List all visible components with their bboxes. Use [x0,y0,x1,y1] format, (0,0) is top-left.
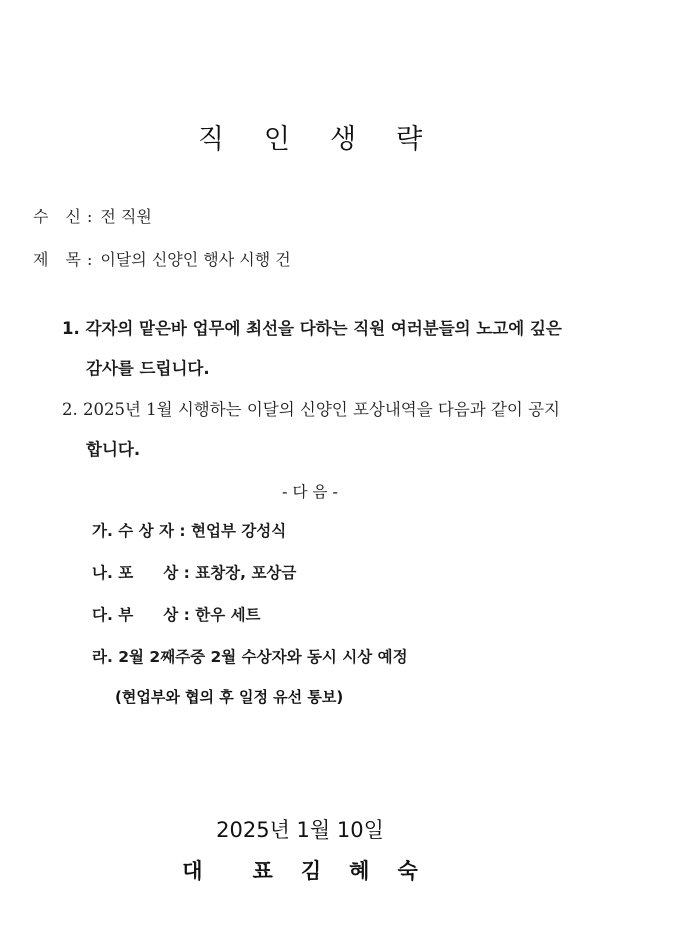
subject-label: 제 목 [33,250,81,269]
paragraph-2-line-2: 합니다. [86,440,141,459]
recipient-line [33,204,152,227]
paragraph-1-line-1: 1. 각자의 맡은바 업무에 최선을 다하는 직원 여러분들의 노고에 깊은 [62,319,562,338]
item-colon: : [183,606,190,624]
item-key: 가. 수 상 자 [92,522,174,540]
title-char: 직 [197,124,224,155]
subject-line [33,247,291,270]
item-value: 한우 세트 [195,606,261,624]
recipient-value: 전 직원 [100,207,152,226]
signer-name-char: 혜 [349,858,370,883]
signer-name-char: 김 [300,858,322,883]
item-award [92,561,296,583]
title-char: 략 [396,124,423,155]
item-schedule: 라. 2월 2째주중 2월 수상자와 동시 시상 예정 [92,648,408,666]
schedule-note: (현업부와 협의 후 일정 유선 통보) [115,688,344,706]
signer-name-char: 숙 [397,858,418,883]
item-colon: : [183,564,190,582]
item-awardee [92,519,286,541]
item-value: 현업부 강성식 [191,522,287,540]
item-key-b: 상 [163,564,179,582]
document-title [0,117,620,156]
subject-colon: : [87,250,93,269]
subject-value: 이달의 신양인 행사 시행 건 [100,250,291,269]
item-colon: : [179,522,186,540]
paragraph-1-line-2: 감사를 드립니다. [86,359,210,378]
recipient-colon: : [87,207,93,226]
item-value: 표창장, 포상금 [195,564,297,582]
title-char: 생 [330,124,357,155]
item-prize [92,603,261,625]
paragraph-2-line-1: 2. 2025년 1월 시행하는 이달의 신양인 포상내역을 다음과 같이 공지 [62,400,560,419]
signer-title-char: 표 [252,858,273,883]
signer-line [0,855,600,885]
title-char: 인 [263,124,290,155]
issue-date: 2025년 1월 10일 [216,818,384,842]
item-key-a: 나. 포 [92,564,134,582]
section-heading: - 다 음 - [282,483,338,501]
signer-title-char: 대 [182,858,203,883]
recipient-label: 수 신 [33,207,81,226]
item-key-a: 다. 부 [92,606,134,624]
item-key-b: 상 [163,606,179,624]
